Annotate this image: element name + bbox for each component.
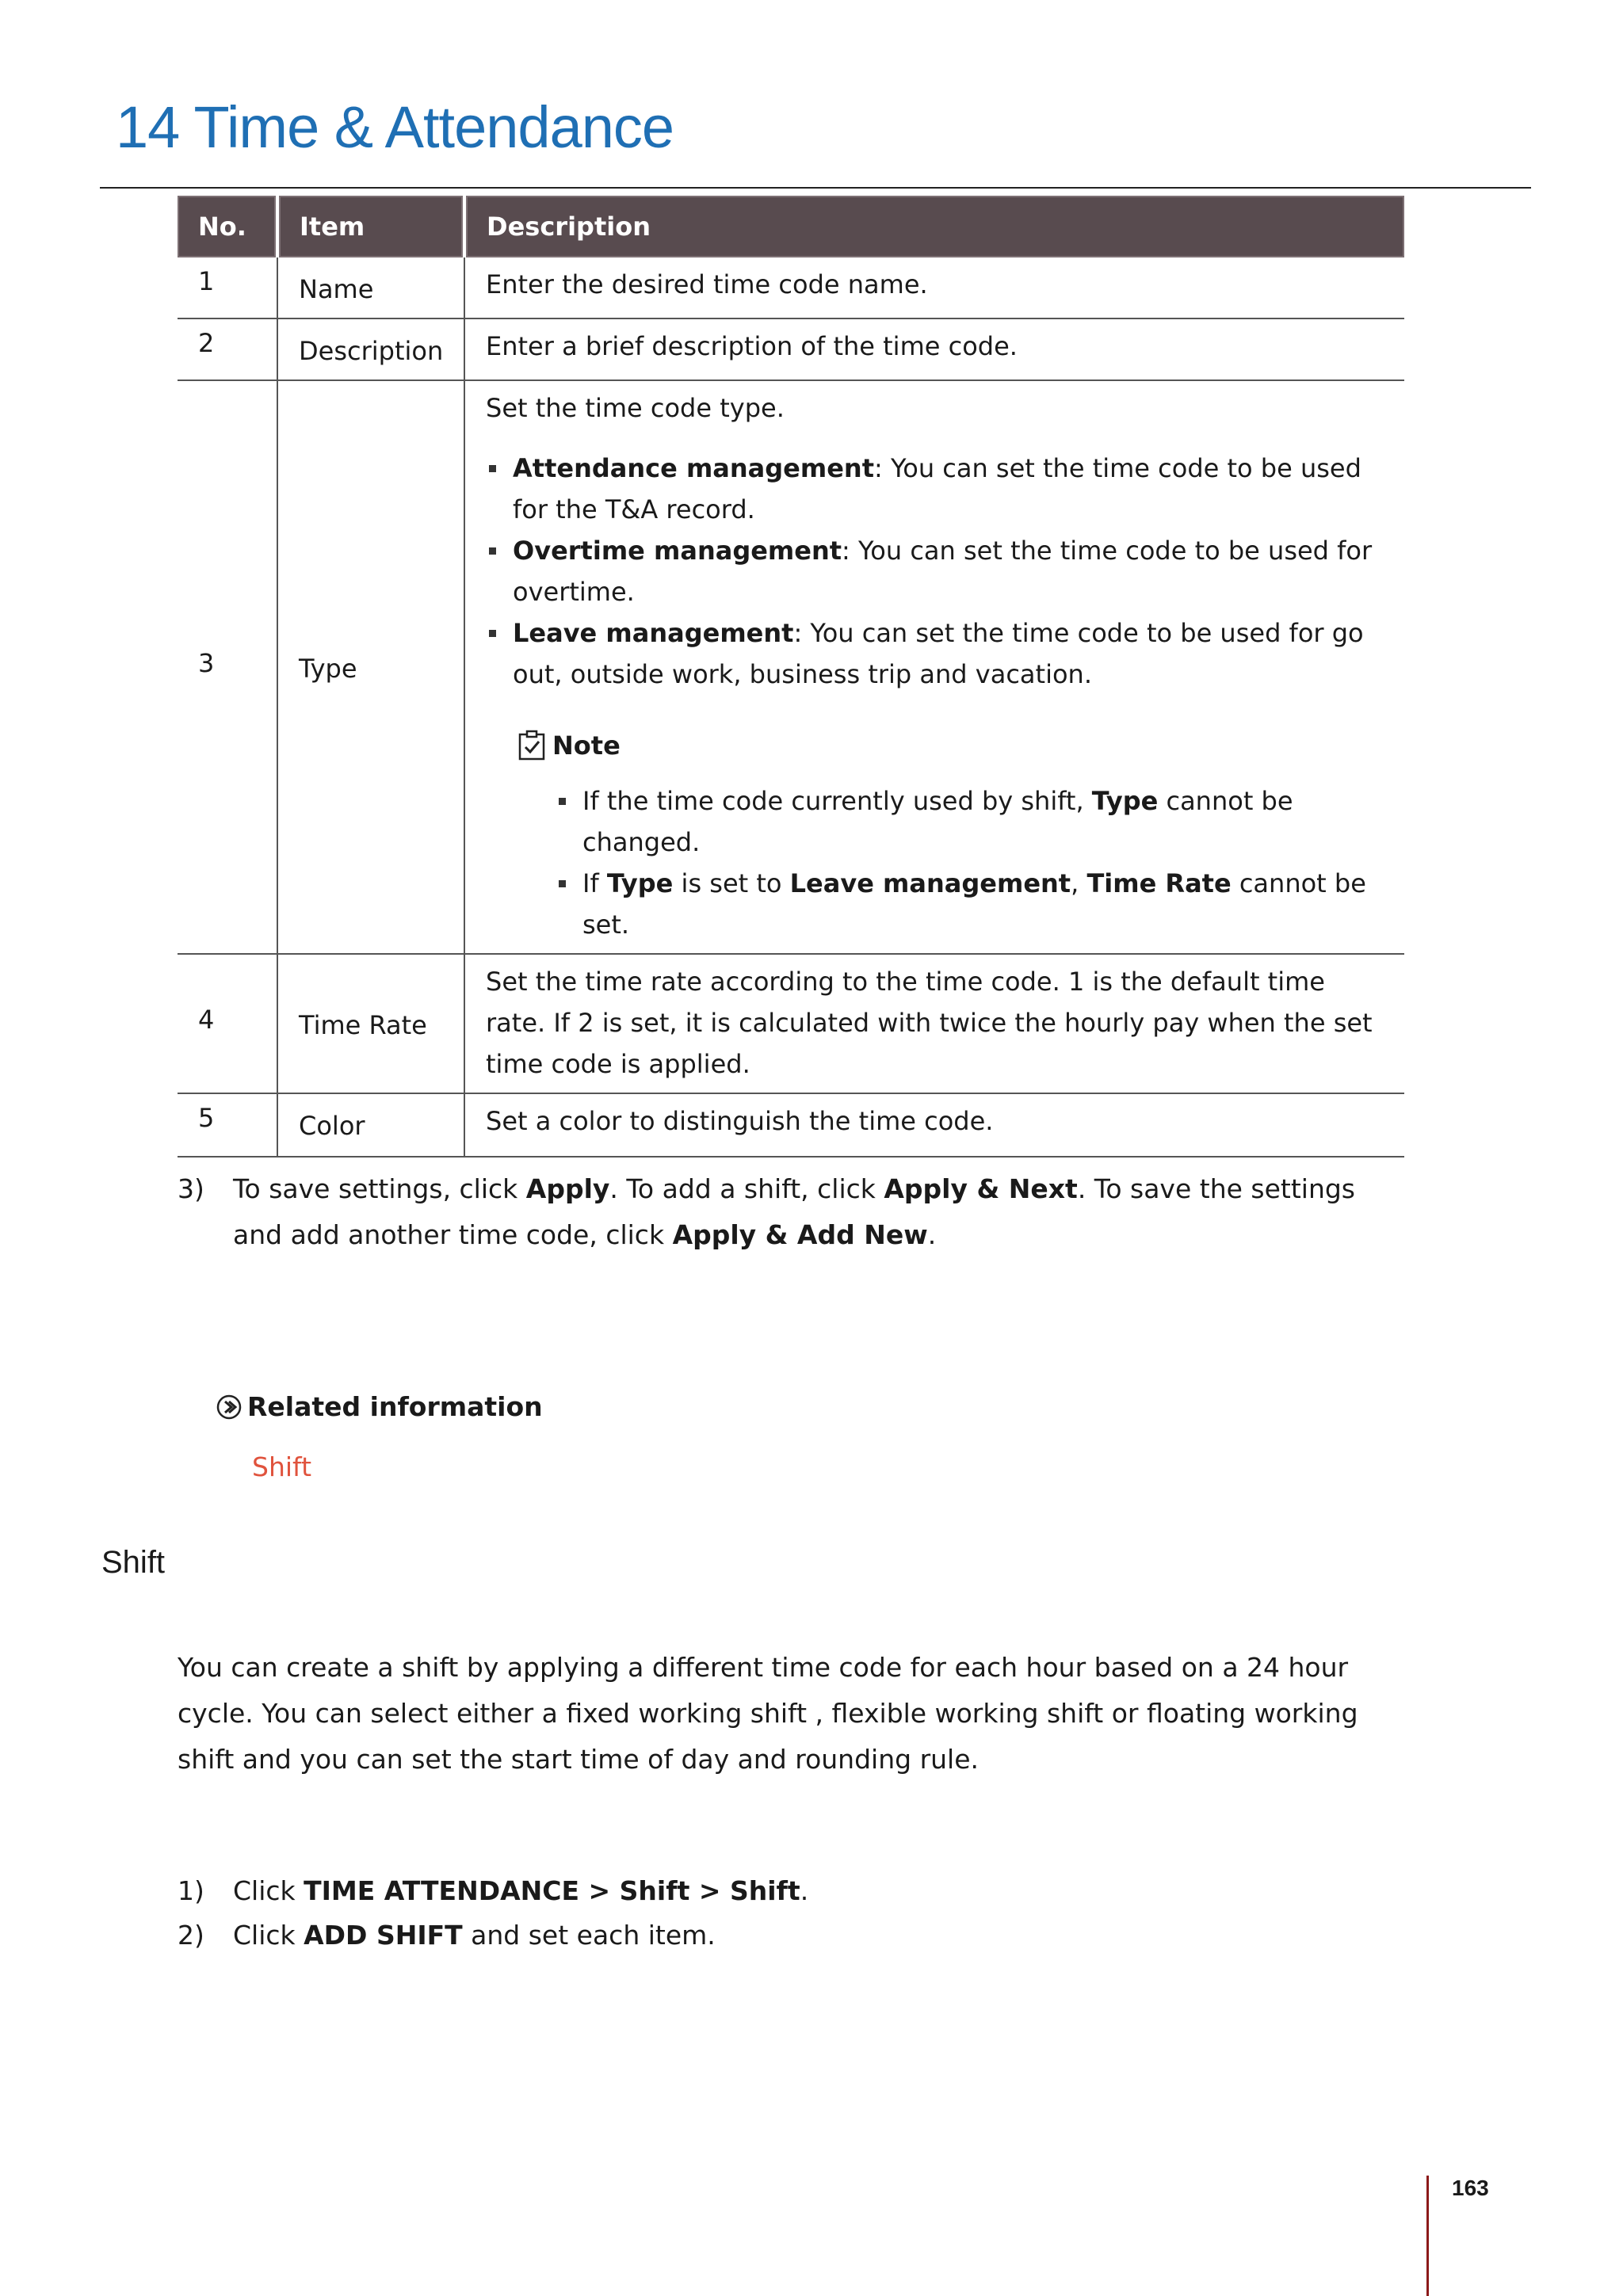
bullet-text: : You can set the time code to be used for go out, outside work, business trip and vacation.: [513, 618, 1364, 689]
row-desc: Set a color to distinguish the time code.: [464, 1093, 1404, 1157]
chapter-title: 14 Time & Attendance: [116, 94, 674, 160]
note-text: If: [582, 868, 607, 898]
row-item: Description: [277, 318, 464, 380]
shift-link[interactable]: Shift: [252, 1451, 312, 1482]
note-list: [556, 780, 1385, 945]
row-no: 5: [178, 1093, 277, 1157]
step-text: [233, 1868, 1398, 1914]
step-text-part: To save settings, click: [233, 1173, 526, 1204]
chevron-circle-icon: [216, 1394, 242, 1421]
header-no: No.: [178, 196, 277, 257]
table-header-row: [178, 196, 1404, 257]
note-title: Note: [552, 730, 621, 761]
header-rule: [100, 187, 1531, 189]
row-item: Name: [277, 257, 464, 318]
step-1: [178, 1868, 1445, 1914]
step-text: [233, 1166, 1398, 1258]
note-heading: [517, 725, 1385, 766]
bullet-term: Attendance management: [513, 453, 874, 483]
type-list: [486, 448, 1385, 695]
header-description: Description: [464, 196, 1404, 257]
row-item: Color: [277, 1093, 464, 1157]
menu-path: TIME ATTENDANCE > Shift > Shift: [304, 1875, 800, 1906]
bullet-term: Leave management: [513, 618, 794, 648]
step-number: 3): [178, 1173, 204, 1204]
row-desc: Enter a brief description of the time code.: [464, 318, 1404, 380]
note-block: [517, 725, 1385, 945]
table-row: [178, 1093, 1404, 1157]
add-shift-label: ADD SHIFT: [304, 1920, 463, 1951]
step-3: [178, 1166, 1445, 1261]
step-text-part: Click: [233, 1920, 304, 1951]
step-text-part: . To add a shift, click: [609, 1173, 884, 1204]
bullet-text: : You can set the time code to be used for overtime.: [513, 536, 1373, 607]
list-item: [556, 863, 1385, 945]
step-number: 2): [178, 1920, 204, 1951]
time-code-table: [178, 196, 1404, 1158]
clipboard-check-icon: [517, 730, 546, 761]
bullet-text: : You can set the time code to be used for the T&A record.: [513, 453, 1361, 524]
note-text: is set to: [673, 868, 790, 898]
table-row: [178, 257, 1404, 318]
type-intro: Set the time code type.: [486, 393, 785, 423]
note-text: ,: [1071, 868, 1087, 898]
table-row: [178, 380, 1404, 954]
table-row: [178, 954, 1404, 1093]
note-term: Type: [1091, 786, 1159, 816]
step-text-part: . To save the settings and add another time code, click: [233, 1173, 1356, 1250]
note-term: Time Rate: [1086, 868, 1232, 898]
step-number: 1): [178, 1875, 204, 1906]
page-number-bar: [1426, 2176, 1429, 2296]
step-text-part: Click: [233, 1875, 304, 1906]
row-no: 2: [178, 318, 277, 380]
list-item: [486, 530, 1385, 612]
section-intro: You can create a shift by applying a different time code for each hour based on a 24 hour cycle. You can select either a fixed working shift , flexible working shift or floating working shift and you can set the start time of day and rounding rule.: [178, 1652, 1358, 1775]
note-term: Type: [606, 868, 674, 898]
row-desc: Enter the desired time code name.: [464, 257, 1404, 318]
related-information: [216, 1391, 543, 1422]
header-item: Item: [277, 196, 464, 257]
bullet-term: Overtime management: [513, 536, 842, 566]
note-text: If the time code currently used by shift,: [582, 786, 1092, 816]
step-text-part: .: [927, 1219, 937, 1250]
row-desc: [464, 380, 1404, 954]
apply-add-new-label: Apply & Add New: [672, 1219, 928, 1250]
row-item: Type: [277, 380, 464, 954]
table-row: [178, 318, 1404, 380]
row-no: 4: [178, 954, 277, 1093]
step-text-part: .: [800, 1875, 809, 1906]
section-title: Shift: [101, 1545, 166, 1580]
step-text: [233, 1913, 1398, 1958]
list-item: [486, 612, 1385, 695]
note-text: cannot be set.: [582, 868, 1366, 940]
step-text-part: and set each item.: [462, 1920, 716, 1951]
row-no: 3: [178, 380, 277, 954]
list-item: [556, 780, 1385, 863]
row-desc: Set the time rate according to the time code. 1 is the default time rate. If 2 is set, it is calculated with twice the hourly pay when the set time code is applied.: [464, 954, 1404, 1093]
row-item: Time Rate: [277, 954, 464, 1093]
list-item: [486, 448, 1385, 530]
page-number: 163: [1452, 2176, 1489, 2200]
related-title: Related information: [247, 1391, 543, 1422]
note-term: Leave management: [789, 868, 1071, 898]
apply-next-label: Apply & Next: [884, 1173, 1078, 1204]
apply-label: Apply: [525, 1173, 610, 1204]
row-no: 1: [178, 257, 277, 318]
step-2: [178, 1913, 1445, 1958]
note-text: cannot be changed.: [582, 786, 1293, 857]
